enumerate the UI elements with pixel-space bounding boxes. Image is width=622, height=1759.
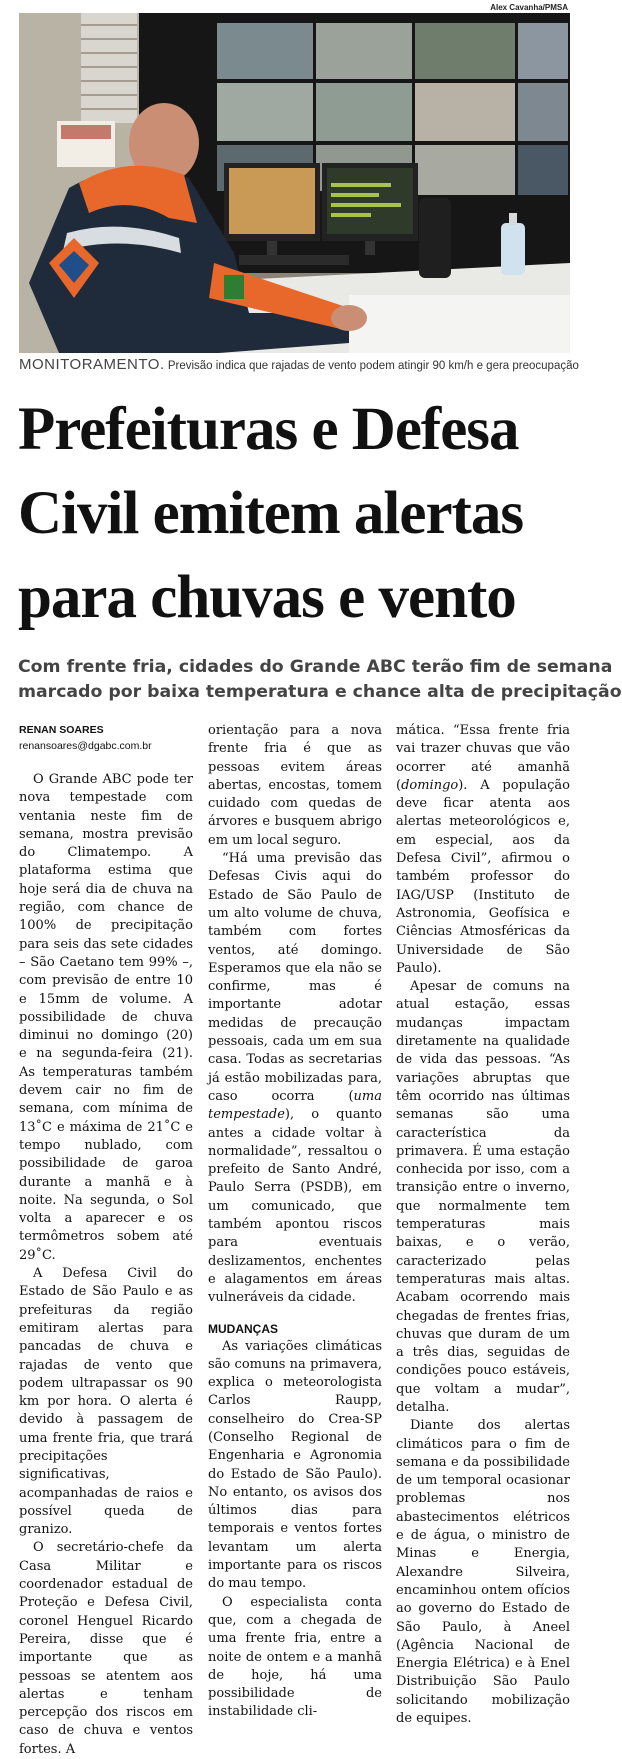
headline [18, 388, 574, 640]
headline-line: Civil emitem alertas [18, 480, 524, 547]
photo-credit: Alex Cavanha/PMSA [490, 3, 568, 12]
article-column-1 [19, 722, 193, 1757]
caption-text: Previsão indica que rajadas de vento podem atingir 90 km/h e gera preocupação [167, 360, 579, 372]
caption-kicker: MONITORAMENTO. [19, 356, 165, 373]
emphasis: uma tempestade [208, 1088, 382, 1123]
article-paragraph: O Grande ABC pode ter nova tempestade com ventania neste fim de semana, mostra previsão do Climatempo. A plataforma estima que hoje será dia de chuva na região, com chance de 100% de precipitação para seis das sete cidades – São Caetano tem 99% –, com previsão de entre 10 e 15mm de volume. A possibilidade de chuva diminui no domingo (20) e na segunda-feira (21). As temperaturas também devem cair no fim de semana, com mínima de 13˚C e máxima de 21˚C e tempo nublado, com possibilidade de garoa durante a manhã e à noite. Na segunda, o Sol volta a aparecer e os termômetros sobem até 29˚C. [19, 772, 193, 1263]
subheadline-line: marcado por baixa temperatura e chance alta de precipitação [18, 682, 622, 702]
article-body [19, 722, 570, 1757]
photo-caption [19, 356, 579, 373]
article-paragraph: O secretário-chefe da Casa Militar e coordenador estadual de Proteção e Defesa Civil, coronel Henguel Ricardo Pereira, disse que é importante que as pessoas se atentem aos alertas e tenham percepção dos riscos em caso de chuva e ventos fortes. A [19, 1540, 193, 1757]
monitoring-room-photo [19, 13, 570, 353]
article-paragraph: Diante dos alertas climáticos para o fim de semana e da possibilidade de um temporal ocasionar problemas nos abastecimentos elétricos e de água, o ministro de Minas e Energia, Alexandre Silveira, encaminhou ontem ofícios ao governo do Estado de São Paulo, à Aneel (Agência Nacional de Energia Elétrica) e à Enel Distribuição São Paulo solicitando mobilização de equipes. [396, 1418, 570, 1727]
article-paragraph: orientação para a nova frente fria é que as pessoas evitem áreas abertas, encostas, tomem cuidado com quedas de árvores e busquem abrigo em um local seguro. [208, 723, 382, 848]
subheadline [18, 655, 622, 705]
article-column-2 [208, 722, 382, 1720]
article-paragraph: O especialista conta que, com a chegada de uma frente fria, entre a noite de ontem e a manhã de hoje, há uma possibilidade de instabilidade cli- [208, 1594, 382, 1720]
emphasis: domingo [401, 777, 459, 793]
author-byline: RENAN SOARES [19, 724, 104, 736]
article-paragraph [208, 850, 382, 1307]
text-run: mática. “Essa frente fria vai trazer chuvas que vão ocorrer até amanhã ( [396, 723, 570, 793]
author-email: renansoares@dgabc.com.br [19, 740, 152, 752]
subheadline-line: Com frente fria, cidades do Grande ABC terão fim de semana [18, 657, 613, 677]
text-run: ). A população deve ficar atenta aos alertas meteorológicos e, em especial, aos da Defesa Civil”, afirmou o também professor do IAG/USP (Instituto de Astronomia, Geofísica e Ciências Atmosféricas da Universidade de São Paulo). [396, 777, 570, 976]
article-paragraph [396, 722, 570, 978]
article-paragraph: As variações climáticas são comuns na primavera, explica o meteorologista Carlos Raupp, conselheiro do Crea-SP (Conselho Regional de Engenharia e Agronomia do Estado de São Paulo). No entanto, os avisos dos últimos dias para temporais e ventos fortes levantam um alerta importante para os riscos do mau tempo. [208, 1338, 382, 1592]
headline-line: Prefeituras e Defesa [18, 396, 519, 463]
article-column-3 [396, 722, 570, 1727]
headline-line: para chuvas e vento [18, 564, 516, 631]
text-run: “Há uma previsão das Defesas Civis aqui do Estado de São Paulo de um alto volume de chuva, também com fortes ventos, até domingo. Esperamos que ela não se confirme, mas é importante adotar medidas de precaução pessoais, cada um em sua casa. Todas as secretarias já estão mobilizadas para, caso ocorra ( [208, 851, 382, 1104]
article-paragraph: Apesar de comuns na atual estação, essas mudanças impactam diretamente na qualidade de vida das pessoas. “As variações abruptas que têm ocorrido nas últimas semanas são uma característica da primavera. É uma estação conhecida por isso, com a transição entre o inverno, que normalmente tem temperaturas mais baixas, e o verão, caracterizado pelas temperaturas mais altas. Acabam ocorrendo mais chegadas de frentes frias, chuvas que duram de um a três dias, seguidas de condições pouco estáveis, que voltam a mudar”, detalha. [396, 979, 570, 1415]
text-run: ), o quanto antes a cidade voltar à normalidade”, ressaltou o prefeito de Santo André, Paulo Serra (PSDB), em um comunicado, que também apontou riscos para eventuais deslizamentos, enchentes e alagamentos em áreas vulneráveis da cidade. [208, 1107, 382, 1306]
section-heading: MUDANÇAS [208, 1321, 278, 1336]
article-paragraph: A Defesa Civil do Estado de São Paulo e as prefeituras da região emitiram alertas para pancadas de chuva e rajadas de vento que podem ultrapassar os 90 km por hora. O alerta é devido à passagem de uma frente fria, que trará precipitações significativas, acompanhadas de raios e possível queda de granizo. [19, 1266, 193, 1538]
